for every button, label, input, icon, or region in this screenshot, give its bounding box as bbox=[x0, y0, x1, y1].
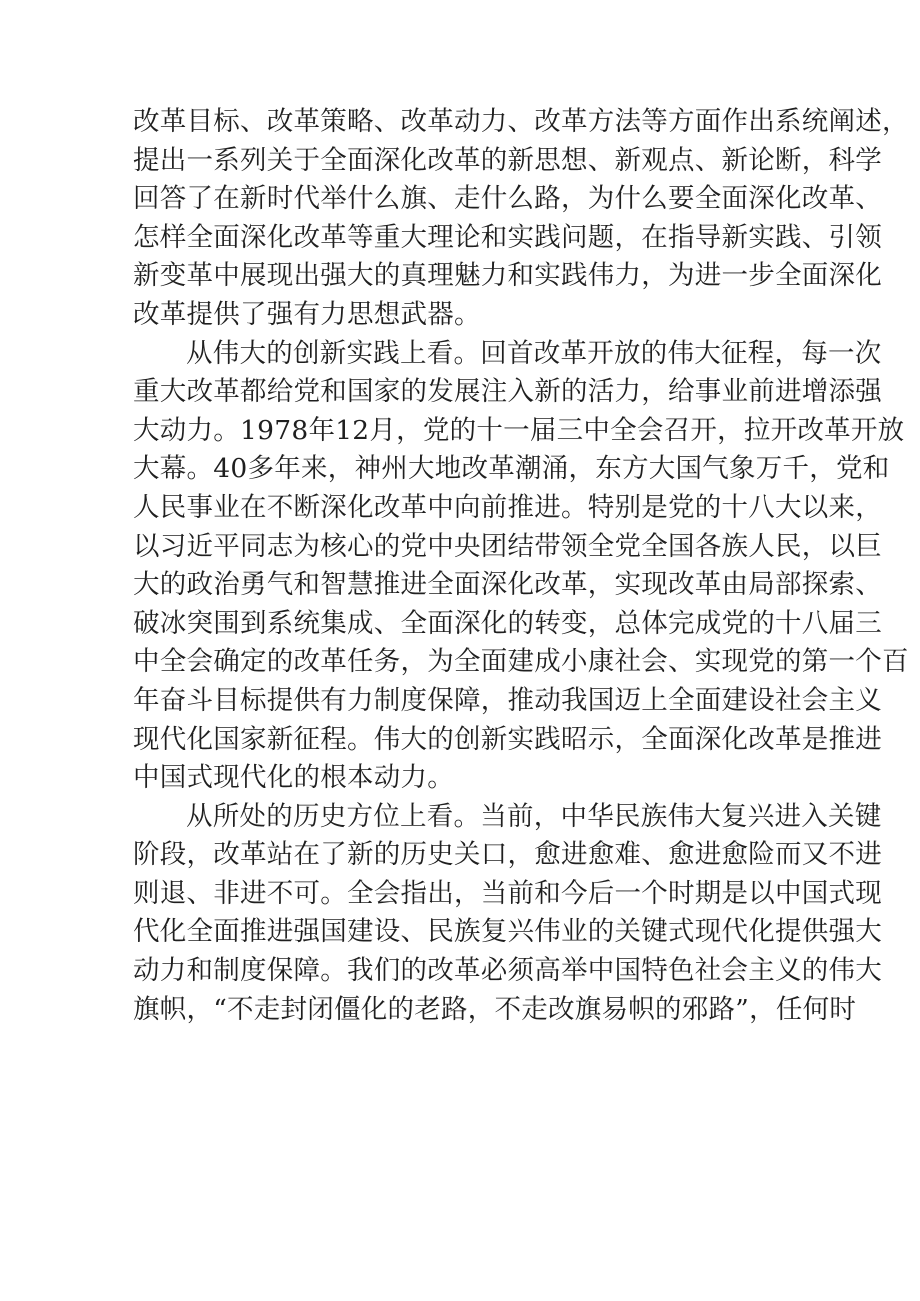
text-line: 新变革中展现出强大的真理魅力和实践伟力，为进一步全面深化 bbox=[133, 260, 882, 292]
paragraph-start-line: 从所处的历史方位上看。当前，中华民族伟大复兴进入关键 bbox=[186, 800, 882, 832]
paragraph-start-line: 从伟大的创新实践上看。回首改革开放的伟大征程，每一次 bbox=[186, 337, 882, 369]
text-line: 提出一系列关于全面深化改革的新思想、新观点、新论断，科学 bbox=[133, 144, 882, 176]
text-line: 年奋斗目标提供有力制度保障，推动我国迈上全面建设社会主义 bbox=[133, 684, 882, 716]
text-line: 人民事业在不断深化改革中向前推进。特别是党的十八大以来， bbox=[133, 491, 882, 523]
text-line: 回答了在新时代举什么旗、走什么路，为什么要全面深化改革、 bbox=[133, 183, 882, 215]
text-line: 现代化国家新征程。伟大的创新实践昭示，全面深化改革是推进 bbox=[133, 723, 882, 755]
document-body bbox=[133, 103, 909, 1029]
text-line: 重大改革都给党和国家的发展注入新的活力，给事业前进增添强 bbox=[133, 376, 882, 408]
text-line: 改革提供了强有力思想武器。 bbox=[133, 298, 481, 330]
text-line: 代化全面推进强国建设、民族复兴伟业的关键式现代化提供强大 bbox=[133, 916, 882, 948]
text-line: 改革目标、改革策略、改革动力、改革方法等方面作出系统阐述， bbox=[133, 106, 909, 137]
text-line: 中全会确定的改革任务，为全面建成小康社会、实现党的第一个百 bbox=[133, 646, 909, 678]
text-line: 阶段，改革站在了新的历史关口，愈进愈难、愈进愈险而又不进 bbox=[133, 839, 882, 871]
text-line: 破冰突围到系统集成、全面深化的转变，总体完成党的十八届三 bbox=[133, 607, 882, 639]
text-line: 中国式现代化的根本动力。 bbox=[133, 762, 454, 794]
text-line: 旗帜，“不走封闭僵化的老路，不走改旗易帜的邪路”，任何时 bbox=[133, 993, 857, 1025]
text-line: 以习近平同志为核心的党中央团结带领全党全国各族人民，以巨 bbox=[133, 530, 882, 562]
text-line: 动力和制度保障。我们的改革必须高举中国特色社会主义的伟大 bbox=[133, 955, 882, 987]
text-line: 怎样全面深化改革等重大理论和实践问题，在指导新实践、引领 bbox=[133, 221, 882, 253]
text-line: 大的政治勇气和智慧推进全面深化改革，实现改革由局部探索、 bbox=[133, 569, 882, 601]
text-line: 大幕。40多年来，神州大地改革潮涌，东方大国气象万千，党和 bbox=[133, 453, 890, 485]
text-line: 则退、非进不可。全会指出，当前和今后一个时期是以中国式现 bbox=[133, 877, 882, 909]
text-line: 大动力。1978年12月，党的十一届三中全会召开，拉开改革开放 bbox=[133, 414, 905, 446]
